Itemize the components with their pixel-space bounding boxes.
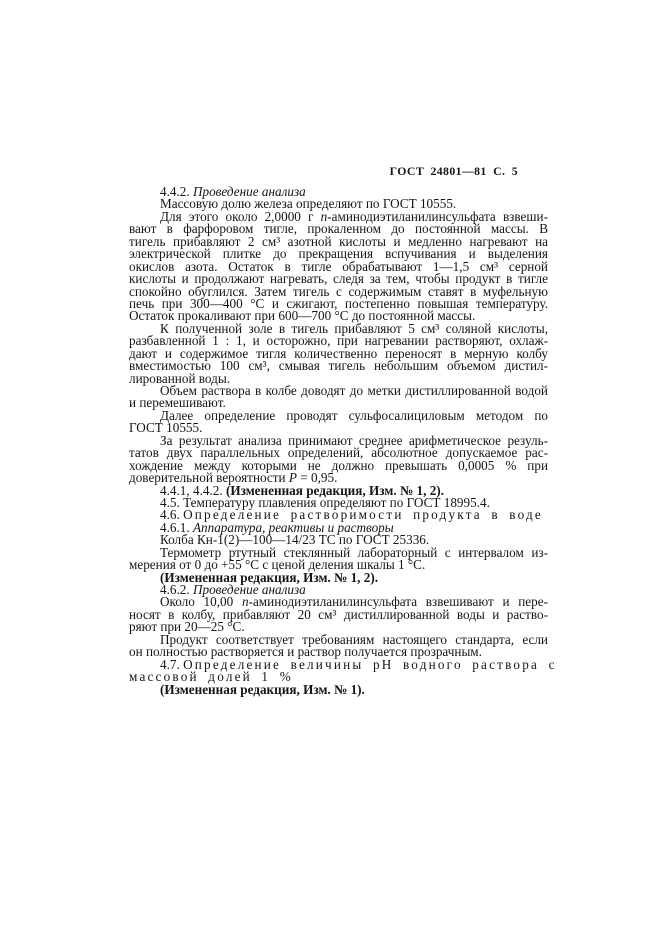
text-segment: Р xyxy=(288,470,297,486)
text-line xyxy=(129,681,548,697)
document-body xyxy=(129,184,557,697)
text-segment: вместимостью 100 см³, смывая тигель небольшим объемом дистил- xyxy=(129,358,548,374)
text-segment: Термометр ртутный стеклянный лабораторный с интервалом из- xyxy=(160,544,548,560)
text-segment: массовой долей 1 % xyxy=(129,669,293,685)
text-segment: = 0,95. xyxy=(296,470,338,486)
text-segment: (Измененная редакция, Изм. № 1, 2). xyxy=(160,569,379,585)
text-segment: электрической плитке до прекращения вспучивания и выделения xyxy=(129,246,548,262)
text-segment: носят в колбу, прибавляют 20 см³ дистиллированной воды и раство- xyxy=(129,606,548,622)
page-header-gost-number: ГОСТ 24801—81 С. 5 xyxy=(389,164,518,178)
text-segment: Проведение анализа xyxy=(192,184,306,199)
text-segment: К полученной золе в тигель прибавляют 5 см³ соляной кислоты, xyxy=(160,320,548,336)
text-segment: Аппаратура, реактивы и растворы xyxy=(192,519,394,535)
text-segment: Определение величины рН водного раствора с xyxy=(183,656,557,672)
text-segment: Далее определение проводят сульфосалициловым методом по xyxy=(160,407,548,423)
text-segment: тигель прибавляют 2 см³ азотной кислоты и медленно нагревают на xyxy=(129,233,548,249)
text-segment: 4.5. Температуру плавления определяют по ГОСТ 18995.4. xyxy=(160,494,490,510)
text-segment: 4.6. xyxy=(160,507,184,523)
text-segment: Проведение анализа xyxy=(192,582,306,597)
text-segment: Около 10,00 xyxy=(160,594,242,610)
text-segment: Остаток прокаливают при 600—700 °С до постоянной массы. xyxy=(129,308,476,324)
text-segment: татов двух параллельных определений, абсолютное допускаемое рас- xyxy=(129,445,548,461)
text-segment: -аминодиэтиланилинсульфата взвеши- xyxy=(327,208,549,224)
text-segment: п xyxy=(320,208,328,224)
text-segment: печь при 300—400 °С и сжигают, постепенно повышая температуру. xyxy=(129,295,548,311)
text-segment: 4.4.2. xyxy=(160,184,193,199)
text-segment: разбавленной 1 : 1, и осторожно, при нагревании растворяют, охлаж- xyxy=(129,333,548,349)
text-segment: 4.4.1, 4.4.2. xyxy=(160,482,226,498)
text-segment: (Измененная редакция, Изм. № 1, 2). xyxy=(225,482,444,498)
text-segment: доверительной вероятности xyxy=(129,470,289,486)
text-segment: лированной воды. xyxy=(129,370,231,386)
text-segment: -аминодиэтиланилинсульфата взвешивают и пере- xyxy=(248,594,549,610)
text-segment: Колба Кн-1(2)—100—14/23 ТС по ГОСТ 25336. xyxy=(160,532,430,548)
text-segment: Массовую долю железа определяют по ГОСТ 10555. xyxy=(160,196,457,212)
text-segment: Определение растворимости продукта в воде xyxy=(183,507,543,523)
text-segment: Для этого около 2,0000 г xyxy=(160,208,321,224)
text-segment: мерения от 0 до +55 °С с ценой деления шкалы 1 °С. xyxy=(129,557,426,573)
text-segment: За результат анализа принимают среднее арифметическое резуль- xyxy=(160,432,548,448)
text-segment: ГОСТ 10555. xyxy=(129,420,203,436)
text-segment: п xyxy=(241,594,249,610)
text-segment: ряют при 20—25 °С. xyxy=(129,619,245,635)
text-segment: Продукт соответствует требованиям настоящего стандарта, если xyxy=(160,631,548,647)
text-segment: и перемешивают. xyxy=(129,395,226,411)
text-segment: 4.6.2. xyxy=(160,582,193,597)
text-segment: спокойно обуглился. Затем тигель с содержимым ставят в муфельную xyxy=(129,283,548,299)
text-segment: окислов азота. Остаток в тигле обрабатывают 1—1,5 см³ серной xyxy=(129,258,548,274)
text-segment: (Измененная редакция, Изм. № 1). xyxy=(160,681,365,697)
text-segment: хождение между которыми не должно превышать 0,0005 % при xyxy=(129,457,548,473)
text-segment: 4.6.1. xyxy=(160,519,193,535)
text-segment: дают и содержимое тигля количественно переносят в мерную колбу xyxy=(129,345,548,361)
text-segment: Объем раствора в колбе доводят до метки дистиллированной водой xyxy=(160,383,548,398)
text-segment: вают в фарфоровом тигле, прокаленном до постоянной массы. В xyxy=(129,221,548,237)
text-segment: 4.7. xyxy=(160,656,184,672)
text-segment: он полностью растворяется и раствор получается прозрачным. xyxy=(129,644,482,660)
text-segment: кислоты и продолжают нагревать, следя за тем, чтобы продукт в тигле xyxy=(129,271,548,287)
